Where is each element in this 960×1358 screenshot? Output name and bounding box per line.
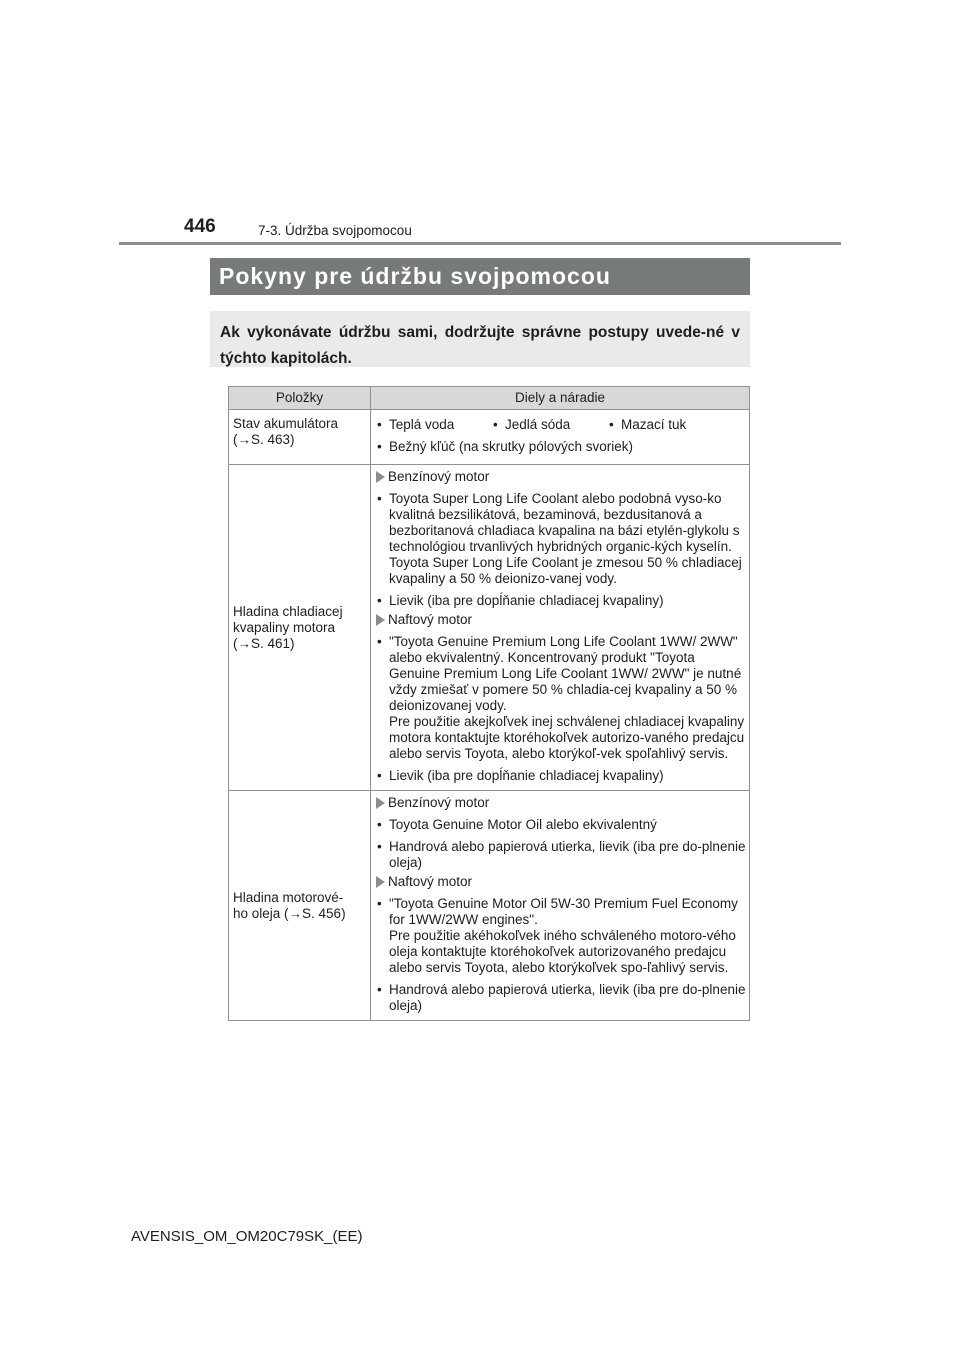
table-header-row xyxy=(229,387,750,410)
oil-diesel-oil: • "Toyota Genuine Motor Oil 5W-30 Premium Fuel Economy for 1WW/2WW engines". xyxy=(389,896,738,927)
oil-tools-cell xyxy=(371,791,750,1021)
battery-item-line2: (→S. 463) xyxy=(233,432,295,447)
oil-item-line2: ho oleja (→S. 456) xyxy=(233,905,346,921)
battery-tools-inline xyxy=(376,417,747,433)
coolant-diesel-heading xyxy=(376,612,747,628)
triangle-bullet-icon xyxy=(376,471,385,483)
battery-tool-wrench: • Bežný kľúč (na skrutky pólových svoriek) xyxy=(376,439,747,455)
triangle-bullet-icon xyxy=(376,797,385,809)
header-tools: Diely a náradie xyxy=(371,387,750,410)
coolant-item-line1: Hladina chladiacej xyxy=(233,603,343,619)
section-title: Pokyny pre údržbu svojpomocou xyxy=(210,258,750,295)
table-row-coolant xyxy=(229,465,750,791)
battery-tool-soda: • Jedlá sóda xyxy=(492,417,608,433)
coolant-diesel-label: Naftový motor xyxy=(388,612,473,627)
coolant-item-cell xyxy=(229,465,371,791)
table-row-battery xyxy=(229,410,750,465)
oil-petrol-oil: • Toyota Genuine Motor Oil alebo ekvivalentný xyxy=(376,817,747,833)
coolant-diesel-note: Pre použitie akejkoľvek inej schválenej chladiacej kvapaliny motora kontaktujte ktoréhokoľvek autorizo-vaného predajcu alebo servis Toyota, alebo ktorýkoľ-vek spoľahlivý servis. xyxy=(389,714,745,761)
footer-doc-id: AVENSIS_OM_OM20C79SK_(EE) xyxy=(131,1228,363,1245)
oil-item-line1: Hladina motorové- xyxy=(233,889,344,905)
coolant-petrol-text: • Toyota Super Long Life Coolant alebo podobná vyso-ko kvalitná bezsilikátová, bezaminová, bezdusitanová a bezboritanová chladiaca kvapalina na bázi etylén-glykolu s technológiou trvanlivých hybridných organic-kých kyselín. Toyota Super Long Life Coolant je zmesou 50 % chladiacej kvapaliny a 50 % deionizo-vanej vody. xyxy=(376,491,747,587)
table-row-oil xyxy=(229,791,750,1021)
oil-petrol-heading xyxy=(376,795,747,811)
coolant-diesel-funnel: • Lievik (iba pre dopĺňanie chladiacej kvapaliny) xyxy=(376,768,747,784)
oil-item-cell xyxy=(229,791,371,1021)
header-rule xyxy=(119,242,841,245)
oil-diesel-block xyxy=(376,896,747,976)
chapter-title: 7-3. Údržba svojpomocou xyxy=(258,223,412,238)
parts-table xyxy=(228,386,750,1021)
coolant-diesel-block xyxy=(376,634,747,762)
coolant-item-line2: kvapaliny motora xyxy=(233,619,336,635)
battery-tool-grease: • Mazací tuk xyxy=(608,417,724,433)
oil-diesel-note: Pre použitie akéhokoľvek iného schváleného motoro-vého oleja kontaktujte ktoréhokoľvek autorizovaného predajcu alebo servis Toyota, alebo ktorýkoľvek spo-ľahlivý servis. xyxy=(389,928,736,975)
intro-box xyxy=(210,311,750,367)
coolant-diesel-text: • "Toyota Genuine Premium Long Life Coolant 1WW/ 2WW" alebo ekvivalentný. Koncentrovaný produkt "Toyota Genuine Premium Long Life Coolant 1WW/ 2WW" je nutné vždy zmiešať v pomere 50 % chladia-cej kvapaliny a 50 % deionizovanej vody. xyxy=(389,634,742,713)
oil-petrol-label: Benzínový motor xyxy=(388,795,490,810)
oil-diesel-label: Naftový motor xyxy=(388,874,473,889)
coolant-tools-cell xyxy=(371,465,750,791)
battery-tools-cell xyxy=(371,410,750,465)
intro-text: Ak vykonávate údržbu sami, dodržujte správne postupy uvede-né v týchto kapitolách. xyxy=(220,324,740,367)
coolant-item-line3: (→S. 461) xyxy=(233,635,295,651)
battery-item-line1: Stav akumulátora xyxy=(233,416,339,431)
oil-diesel-rag: • Handrová alebo papierová utierka, lievik (iba pre do-plnenie oleja) xyxy=(376,982,747,1014)
page-number: 446 xyxy=(184,216,216,237)
triangle-bullet-icon xyxy=(376,614,385,626)
oil-petrol-rag: • Handrová alebo papierová utierka, lievik (iba pre do-plnenie oleja) xyxy=(376,839,747,871)
coolant-petrol-funnel: • Lievik (iba pre dopĺňanie chladiacej kvapaliny) xyxy=(376,593,747,609)
battery-item-cell xyxy=(229,410,371,465)
battery-tool-water: • Teplá voda xyxy=(376,417,492,433)
coolant-petrol-label: Benzínový motor xyxy=(388,469,490,484)
triangle-bullet-icon xyxy=(376,876,385,888)
header-items: Položky xyxy=(229,387,371,410)
oil-diesel-heading xyxy=(376,874,747,890)
coolant-petrol-heading xyxy=(376,469,747,485)
